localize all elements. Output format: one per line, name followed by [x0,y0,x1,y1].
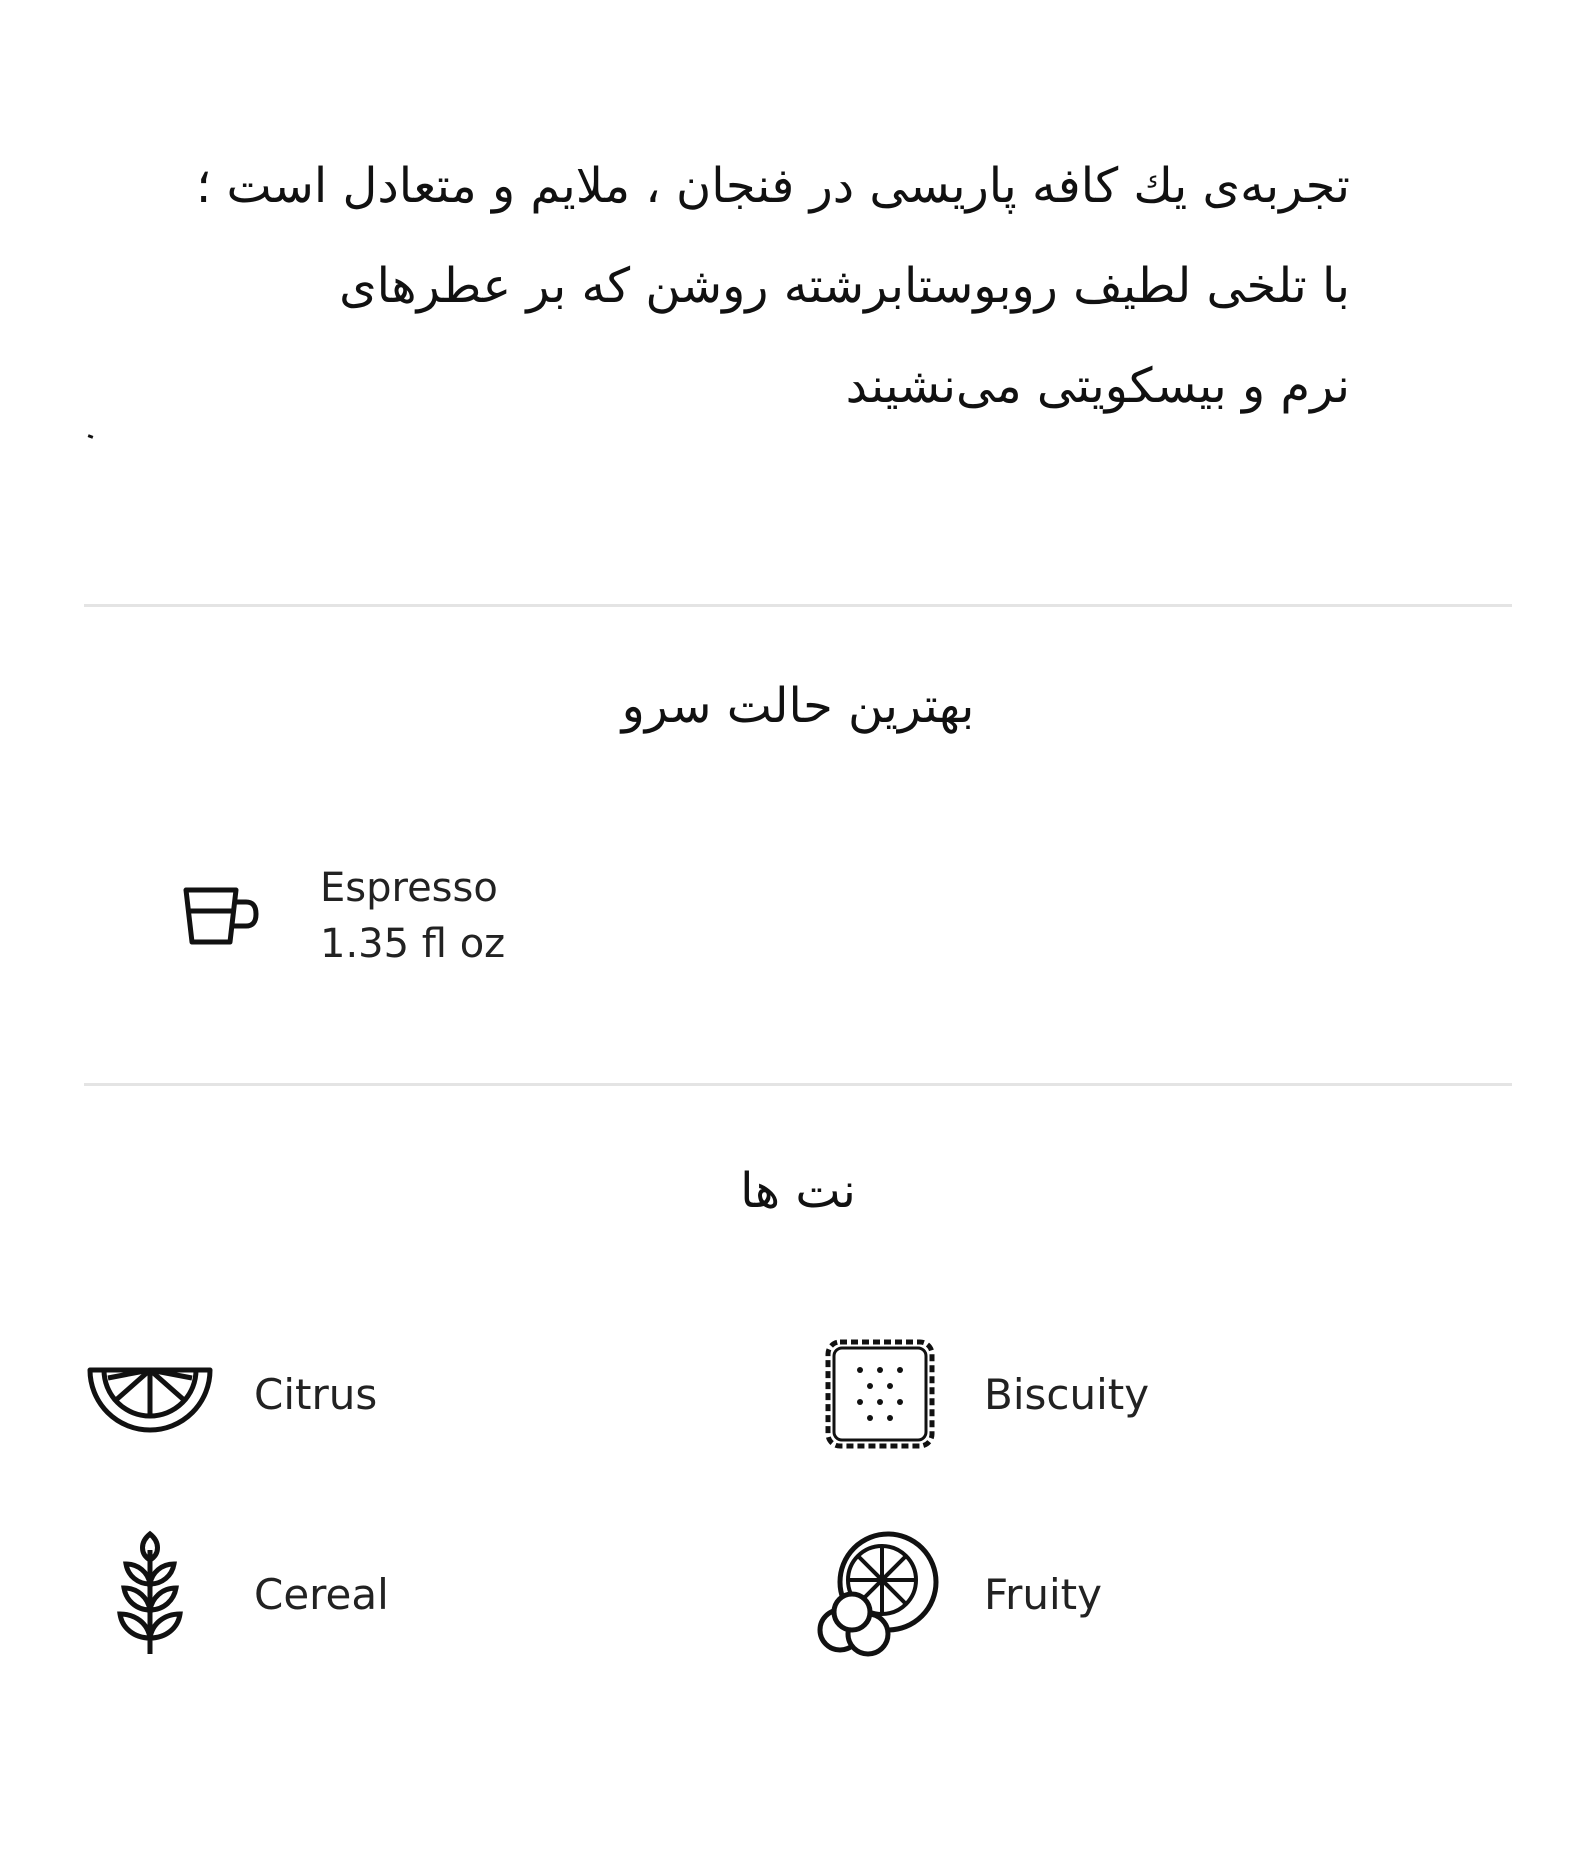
description-line-2: با تلخی لطیف روبوستابرشته روشن که بر عطرهای [339,258,1350,314]
note-label-biscuity: Biscuity [984,1369,1150,1419]
product-description [90,150,1350,450]
note-label-fruity: Fruity [984,1569,1102,1619]
cup-size: 1.35 fl oz [320,921,506,967]
serving-title: بهترین حالت سرو [621,678,975,734]
espresso-cup-icon [180,876,260,956]
fruity-icon [816,1530,944,1658]
description-line-1: تجربه‌ی یك كافه پاریسی در فنجان ، ملایم و متعادل است ؛ [196,158,1350,214]
cereal-icon [86,1530,214,1658]
serving-recommendation [180,860,505,972]
stray-mark [88,434,94,439]
note-label-citrus: Citrus [254,1369,378,1419]
citrus-icon [86,1330,214,1458]
cup-name: Espresso [320,865,498,911]
note-label-cereal: Cereal [254,1569,389,1619]
notes-title: نت ها [740,1163,856,1219]
note-item-citrus [86,1330,377,1458]
biscuit-icon [816,1330,944,1458]
divider-middle [84,1083,1512,1086]
note-item-cereal [86,1530,389,1658]
divider-top [84,604,1512,607]
description-line-3: نرم و بیسکویتی می‌نشیند [845,358,1350,414]
note-item-biscuity [816,1330,1149,1458]
note-item-fruity [816,1530,1102,1658]
